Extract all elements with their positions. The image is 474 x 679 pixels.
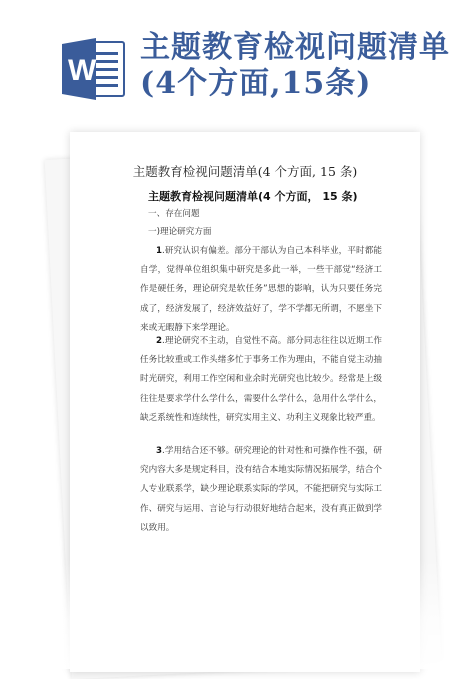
- document-title: 主题教育检视问题清单(4 个方面, 15 条): [132, 164, 358, 179]
- paragraph-2: [140, 332, 382, 428]
- word-document-icon: [62, 36, 126, 102]
- paragraph-1: [140, 242, 382, 338]
- paragraph-number: 1: [156, 246, 162, 256]
- paragraph-text: .研究认识有偏差。部分干部认为自己本科毕业，平时都能自学，觉得单位组织集中研究是多此一举，一些干部觉“经济工作是硬任务，理论研究是软任务”思想的影响，认为只要任务完成了，经济发展了，经济效益好了，学不学都无所谓，不愿坐下来或无暇静下来学理论。: [140, 246, 382, 333]
- paragraph-number: 2: [156, 336, 162, 346]
- paragraph-text: .学用结合还不够。研究理论的针对性和可操作性不强，研究内容大多是规定科目，没有结合本地实际情况拓展学，结合个人专业联系学，缺少理论联系实际的学风，不能把研究与实际工作、研究与运用、言论与行动很好地结合起来，没有真正做到学以致用。: [140, 446, 382, 533]
- subsection-heading: 一)理论研究方面: [148, 227, 212, 237]
- document-subtitle: 主题教育检视问题清单(4 个方面， 15 条): [148, 190, 358, 203]
- section-heading: 一、存在问题: [148, 209, 200, 219]
- hero-banner: [0, 0, 474, 120]
- document-page: [70, 132, 420, 672]
- paragraph-number: 3: [156, 446, 162, 456]
- paragraph-text: .理论研究不主动，自觉性不高。部分同志往往以近期工作任务比较重或工作头绪多忙于事务工作为理由，不能自觉主动抽时光研究，利用工作空闲和业余时光研究也比较少。经常是上级往往是要求学什么学什么，需要什么学什么，急用什么学什么，缺乏系统性和连续性，研究实用主义、功利主义现象比较严重。: [140, 336, 382, 423]
- svg-text:W: W: [68, 54, 97, 87]
- paragraph-3: [140, 442, 382, 538]
- page-title: 主题教育检视问题清单(4个方面,15条): [140, 30, 450, 101]
